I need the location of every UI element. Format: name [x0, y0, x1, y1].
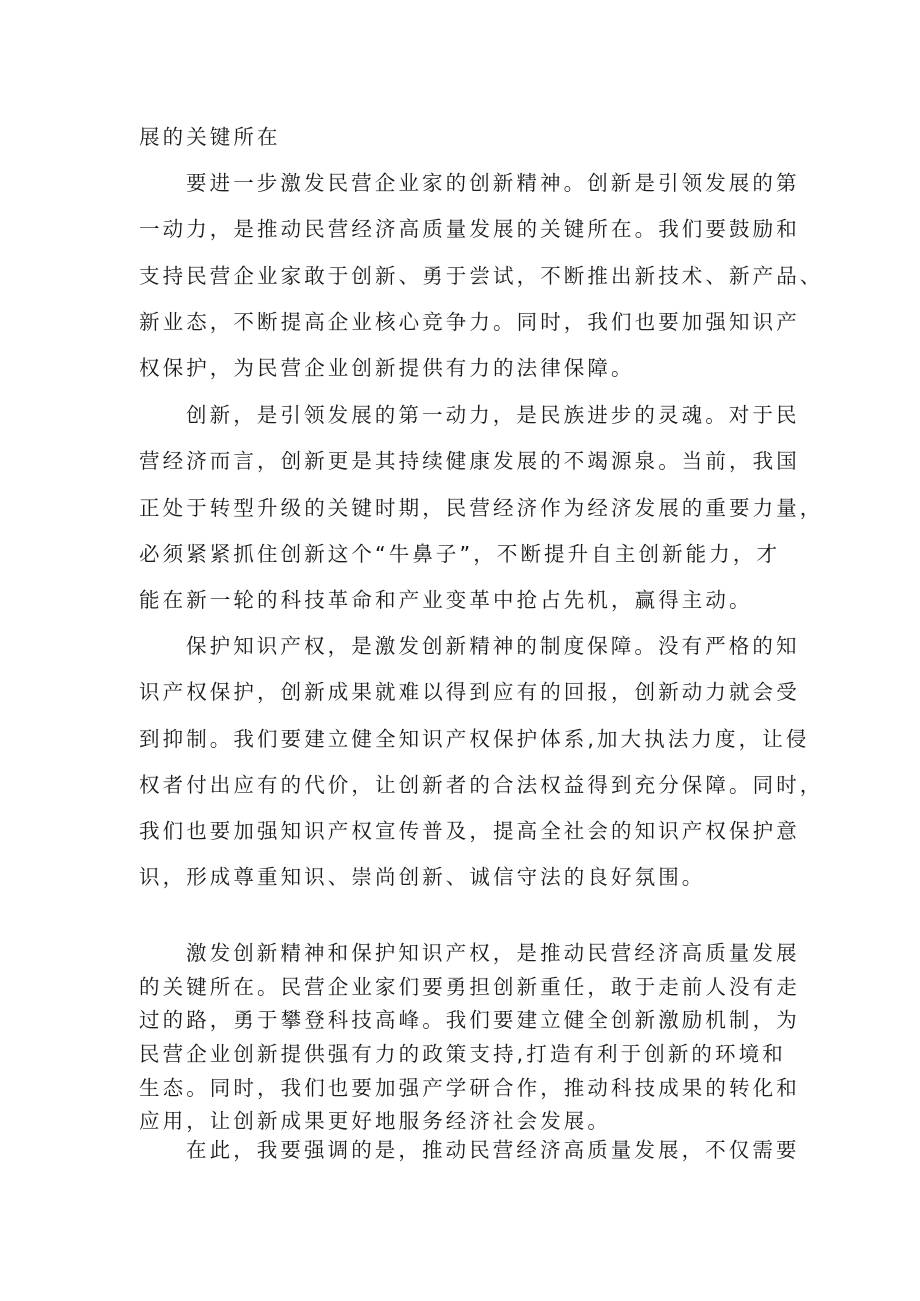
text-line: 识产权保护，创新成果就难以得到应有的回报，创新动力就会受 [139, 680, 800, 705]
text-line: 应用，让创新成果更好地服务经济社会发展。 [139, 1109, 611, 1134]
text-line: 在此，我要强调的是，推动民营经济高质量发展，不仅需要 [186, 1138, 800, 1162]
paragraph-ip-protection [139, 631, 823, 909]
text-line: 的关键所在。民营企业家们要勇担创新重任，敢于走前人没有走 [139, 974, 800, 999]
paragraph-emphasis [139, 1135, 800, 1181]
text-line: 必须紧紧抓住创新这个“牛鼻子”，不断提升自主创新能力，才 [139, 541, 781, 566]
text-line: 识，形成尊重知识、崇尚创新、诚信守法的良好氛围。 [139, 865, 706, 890]
text-line: 民营企业创新提供强有力的政策支持,打造有利于创新的环境和 [139, 1042, 786, 1067]
text-line: 保护知识产权，是激发创新精神的制度保障。没有严格的知 [186, 634, 800, 658]
text-line: 生态。同时，我们也要加强产学研合作，推动科技成果的转化和 [139, 1075, 800, 1100]
text-line: 新业态，不断提高企业核心竞争力。同时，我们也要加强知识产 [139, 309, 800, 334]
paragraph-key-to-development [139, 938, 800, 1140]
text-line: 创新，是引领发展的第一动力，是民族进步的灵魂。对于民 [186, 403, 800, 427]
paragraph-innovation-spirit [139, 168, 823, 399]
text-line: 我们也要加强知识产权宣传普及，提高全社会的知识产权保护意 [139, 819, 800, 844]
text-line: 营经济而言，创新更是其持续健康发展的不竭源泉。当前，我国 [139, 449, 800, 474]
paragraph-innovation-driver [139, 400, 823, 631]
text-line: 正处于转型升级的关键时期，民营经济作为经济发展的重要力量， [139, 495, 824, 520]
text-line: 到抑制。我们要建立健全知识产权保护体系,加大执法力度，让侵 [139, 726, 810, 751]
text-line: 过的路，勇于攀登科技高峰。我们要建立健全创新激励机制，为 [139, 1008, 800, 1033]
text-line: 一动力，是推动民营经济高质量发展的关键所在。我们要鼓励和 [139, 217, 800, 242]
text-line: 要进一步激发民营企业家的创新精神。创新是引领发展的第 [186, 171, 800, 195]
text-line: 能在新一轮的科技革命和产业变革中抢占先机，赢得主动。 [139, 588, 753, 613]
text-line: 支持民营企业家敢于创新、勇于尝试，不断推出新技术、新产品、 [139, 263, 824, 288]
text-line: 展的关键所在 [139, 125, 281, 149]
text-line: 权者付出应有的代价，让创新者的合法权益得到充分保障。同时， [139, 772, 824, 797]
text-line: 权保护，为民营企业创新提供有力的法律保障。 [139, 356, 635, 381]
paragraph-continuation [139, 122, 281, 168]
text-line: 激发创新精神和保护知识产权，是推动民营经济高质量发展 [186, 941, 800, 965]
